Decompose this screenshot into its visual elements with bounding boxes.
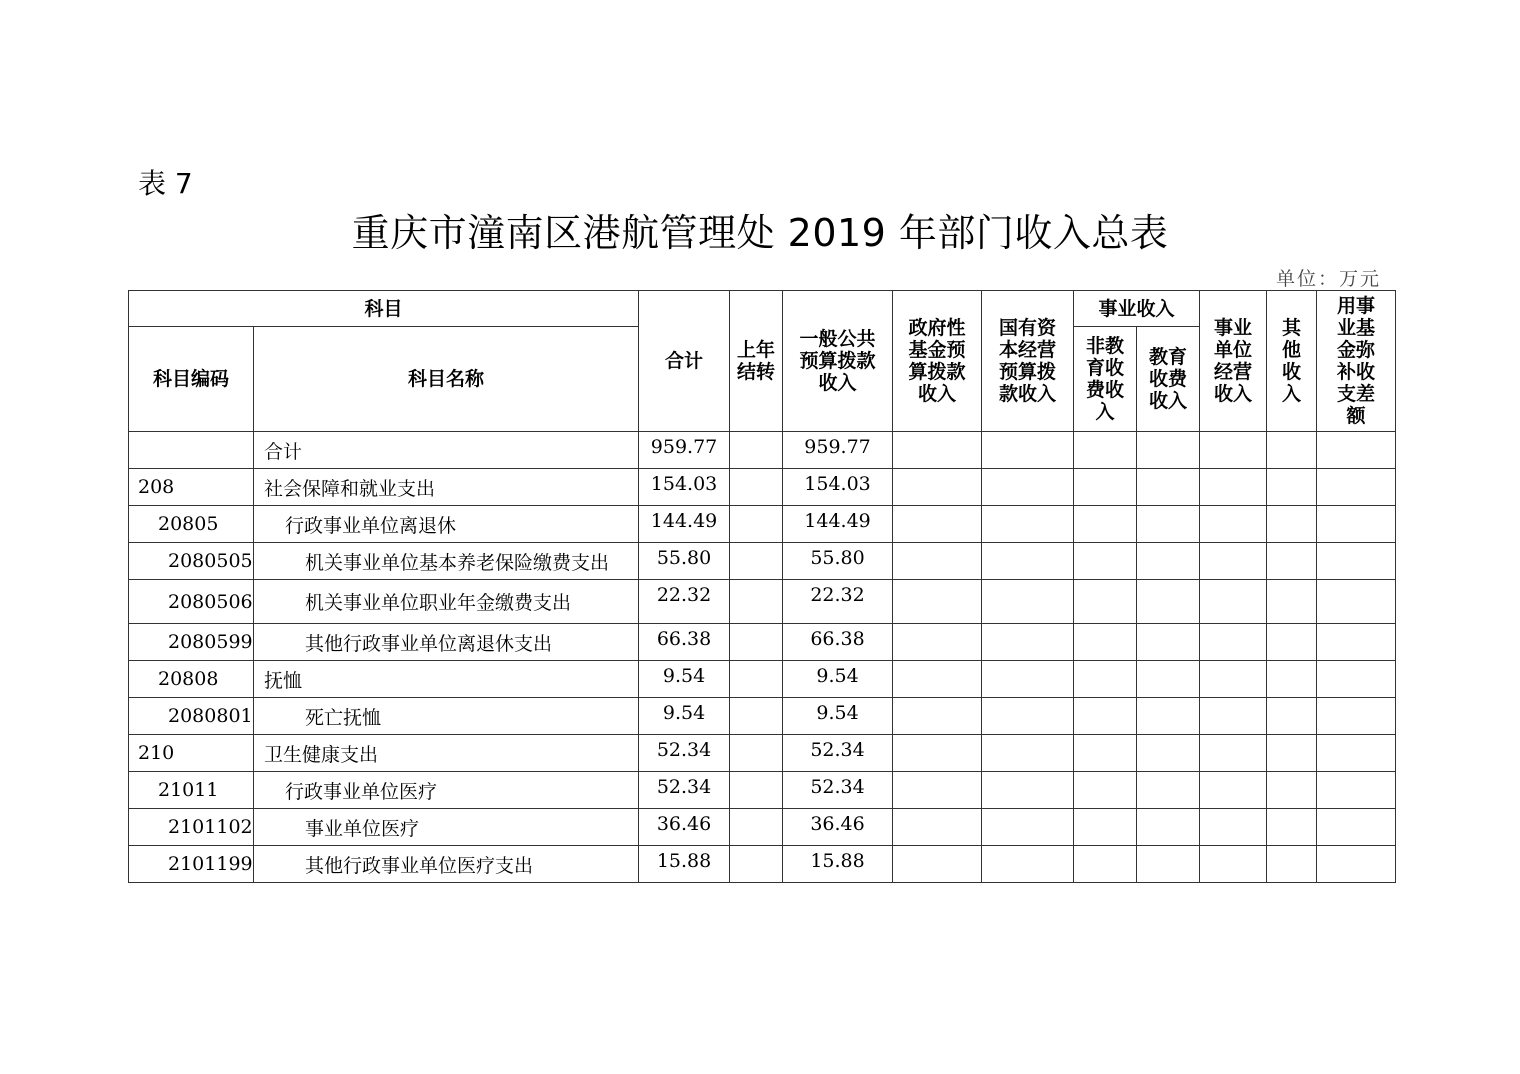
- header-unit-operation: 事业单位经营收入: [1200, 291, 1267, 432]
- general-budget-cell: 15.88: [783, 846, 893, 883]
- empty-cell: [1317, 809, 1396, 846]
- empty-cell: [1267, 846, 1317, 883]
- table-row: [129, 580, 1396, 624]
- empty-cell: [1137, 580, 1200, 624]
- subject-name: 合计: [254, 432, 639, 469]
- header-career-income: 事业收入: [1074, 291, 1200, 327]
- empty-cell: [1267, 772, 1317, 809]
- table-row: [129, 772, 1396, 809]
- empty-cell: [1317, 580, 1396, 624]
- empty-cell: [1200, 735, 1267, 772]
- general-budget-cell: 36.46: [783, 809, 893, 846]
- empty-cell: [730, 809, 783, 846]
- general-budget-cell: 52.34: [783, 772, 893, 809]
- total-cell: 959.77: [639, 432, 730, 469]
- empty-cell: [1267, 698, 1317, 735]
- subject-code: 2101199: [129, 846, 254, 883]
- general-budget-cell: 22.32: [783, 580, 893, 624]
- empty-cell: [1074, 469, 1137, 506]
- empty-cell: [1267, 735, 1317, 772]
- income-table: [128, 290, 1396, 883]
- empty-cell: [893, 661, 982, 698]
- empty-cell: [1317, 432, 1396, 469]
- empty-cell: [1074, 809, 1137, 846]
- empty-cell: [893, 543, 982, 580]
- header-gov-fund: 政府性基金预算拨款收入: [893, 291, 982, 432]
- subject-code: 2101102: [129, 809, 254, 846]
- empty-cell: [730, 469, 783, 506]
- table-row: [129, 624, 1396, 661]
- table-row: [129, 543, 1396, 580]
- header-subject-name: 科目名称: [254, 327, 639, 432]
- empty-cell: [1137, 543, 1200, 580]
- subject-name: 死亡抚恤: [254, 698, 639, 735]
- empty-cell: [730, 772, 783, 809]
- table-row: [129, 846, 1396, 883]
- empty-cell: [1267, 661, 1317, 698]
- page-title: 重庆市潼南区港航管理处 2019 年部门收入总表: [351, 211, 1169, 255]
- empty-cell: [1074, 735, 1137, 772]
- empty-cell: [1317, 735, 1396, 772]
- empty-cell: [982, 624, 1074, 661]
- empty-cell: [1267, 469, 1317, 506]
- general-budget-cell: 154.03: [783, 469, 893, 506]
- empty-cell: [1200, 580, 1267, 624]
- total-cell: 66.38: [639, 624, 730, 661]
- total-cell: 52.34: [639, 735, 730, 772]
- empty-cell: [893, 624, 982, 661]
- empty-cell: [1200, 698, 1267, 735]
- empty-cell: [1137, 735, 1200, 772]
- empty-cell: [893, 735, 982, 772]
- subject-name: 机关事业单位基本养老保险缴费支出: [254, 543, 639, 580]
- header-last-year-carryover: 上年结转: [730, 291, 783, 432]
- total-cell: 22.32: [639, 580, 730, 624]
- empty-cell: [1074, 580, 1137, 624]
- header-non-edu-fee: 非教育收费收入: [1074, 327, 1137, 432]
- empty-cell: [1267, 624, 1317, 661]
- empty-cell: [893, 846, 982, 883]
- empty-cell: [893, 469, 982, 506]
- empty-cell: [1200, 543, 1267, 580]
- empty-cell: [982, 580, 1074, 624]
- empty-cell: [1074, 543, 1137, 580]
- table-row: [129, 698, 1396, 735]
- table-row: [129, 809, 1396, 846]
- empty-cell: [1074, 506, 1137, 543]
- empty-cell: [982, 809, 1074, 846]
- empty-cell: [1137, 506, 1200, 543]
- header-other-income: 其他收入: [1267, 291, 1317, 432]
- empty-cell: [893, 809, 982, 846]
- empty-cell: [1267, 543, 1317, 580]
- empty-cell: [982, 543, 1074, 580]
- empty-cell: [1317, 469, 1396, 506]
- general-budget-cell: 959.77: [783, 432, 893, 469]
- empty-cell: [1074, 698, 1137, 735]
- total-cell: 55.80: [639, 543, 730, 580]
- empty-cell: [893, 698, 982, 735]
- table-label: 表 7: [138, 167, 193, 200]
- empty-cell: [1317, 772, 1396, 809]
- empty-cell: [893, 580, 982, 624]
- general-budget-cell: 66.38: [783, 624, 893, 661]
- header-subject-code: 科目编码: [129, 327, 254, 432]
- subject-code: 21011: [129, 772, 254, 809]
- empty-cell: [730, 624, 783, 661]
- table-row: [129, 506, 1396, 543]
- total-cell: 144.49: [639, 506, 730, 543]
- empty-cell: [1267, 506, 1317, 543]
- subject-name: 其他行政事业单位医疗支出: [254, 846, 639, 883]
- header-state-capital: 国有资本经营预算拨款收入: [982, 291, 1074, 432]
- empty-cell: [1200, 432, 1267, 469]
- empty-cell: [1137, 809, 1200, 846]
- empty-cell: [1200, 661, 1267, 698]
- empty-cell: [1267, 580, 1317, 624]
- subject-name: 卫生健康支出: [254, 735, 639, 772]
- empty-cell: [982, 772, 1074, 809]
- table-row: [129, 469, 1396, 506]
- table-row: [129, 735, 1396, 772]
- general-budget-cell: 9.54: [783, 661, 893, 698]
- header-edu-fee: 教育收费收入: [1137, 327, 1200, 432]
- total-cell: 9.54: [639, 698, 730, 735]
- empty-cell: [1137, 772, 1200, 809]
- empty-cell: [1317, 846, 1396, 883]
- empty-cell: [893, 432, 982, 469]
- empty-cell: [1267, 809, 1317, 846]
- subject-code: 2080506: [129, 580, 254, 624]
- subject-code: 20808: [129, 661, 254, 698]
- empty-cell: [1200, 624, 1267, 661]
- empty-cell: [1074, 846, 1137, 883]
- subject-name: 行政事业单位离退休: [254, 506, 639, 543]
- general-budget-cell: 52.34: [783, 735, 893, 772]
- empty-cell: [982, 846, 1074, 883]
- empty-cell: [1200, 846, 1267, 883]
- subject-code: 20805: [129, 506, 254, 543]
- general-budget-cell: 144.49: [783, 506, 893, 543]
- table-row: [129, 432, 1396, 469]
- empty-cell: [1317, 698, 1396, 735]
- empty-cell: [893, 506, 982, 543]
- empty-cell: [730, 432, 783, 469]
- empty-cell: [1137, 661, 1200, 698]
- subject-name: 抚恤: [254, 661, 639, 698]
- subject-code: 2080505: [129, 543, 254, 580]
- empty-cell: [893, 772, 982, 809]
- empty-cell: [982, 432, 1074, 469]
- header-total: 合计: [639, 291, 730, 432]
- empty-cell: [1317, 506, 1396, 543]
- empty-cell: [1074, 772, 1137, 809]
- subject-code: 2080801: [129, 698, 254, 735]
- total-cell: 154.03: [639, 469, 730, 506]
- empty-cell: [1200, 809, 1267, 846]
- empty-cell: [1074, 624, 1137, 661]
- empty-cell: [1074, 661, 1137, 698]
- empty-cell: [982, 698, 1074, 735]
- empty-cell: [730, 543, 783, 580]
- header-fund-balance: 用事业基金弥补收支差额: [1317, 291, 1396, 432]
- general-budget-cell: 55.80: [783, 543, 893, 580]
- empty-cell: [1317, 661, 1396, 698]
- empty-cell: [730, 698, 783, 735]
- empty-cell: [1137, 698, 1200, 735]
- total-cell: 36.46: [639, 809, 730, 846]
- empty-cell: [1200, 772, 1267, 809]
- empty-cell: [1137, 846, 1200, 883]
- subject-code: [129, 432, 254, 469]
- total-cell: 52.34: [639, 772, 730, 809]
- header-general-budget: 一般公共预算拨款收入: [783, 291, 893, 432]
- empty-cell: [1317, 543, 1396, 580]
- general-budget-cell: 9.54: [783, 698, 893, 735]
- empty-cell: [1137, 469, 1200, 506]
- unit-label: 单位：万元: [1276, 268, 1382, 290]
- subject-name: 事业单位医疗: [254, 809, 639, 846]
- empty-cell: [1074, 432, 1137, 469]
- empty-cell: [730, 506, 783, 543]
- empty-cell: [1317, 624, 1396, 661]
- subject-name: 社会保障和就业支出: [254, 469, 639, 506]
- empty-cell: [1200, 506, 1267, 543]
- empty-cell: [982, 469, 1074, 506]
- empty-cell: [730, 580, 783, 624]
- total-cell: 15.88: [639, 846, 730, 883]
- empty-cell: [1200, 469, 1267, 506]
- empty-cell: [1267, 432, 1317, 469]
- empty-cell: [730, 661, 783, 698]
- empty-cell: [982, 506, 1074, 543]
- empty-cell: [1137, 624, 1200, 661]
- empty-cell: [730, 735, 783, 772]
- table-row: [129, 661, 1396, 698]
- subject-name: 机关事业单位职业年金缴费支出: [254, 580, 639, 624]
- empty-cell: [982, 735, 1074, 772]
- subject-code: 208: [129, 469, 254, 506]
- header-subject: 科目: [129, 291, 639, 327]
- subject-code: 210: [129, 735, 254, 772]
- subject-name: 行政事业单位医疗: [254, 772, 639, 809]
- empty-cell: [730, 846, 783, 883]
- subject-name: 其他行政事业单位离退休支出: [254, 624, 639, 661]
- total-cell: 9.54: [639, 661, 730, 698]
- empty-cell: [982, 661, 1074, 698]
- empty-cell: [1137, 432, 1200, 469]
- subject-code: 2080599: [129, 624, 254, 661]
